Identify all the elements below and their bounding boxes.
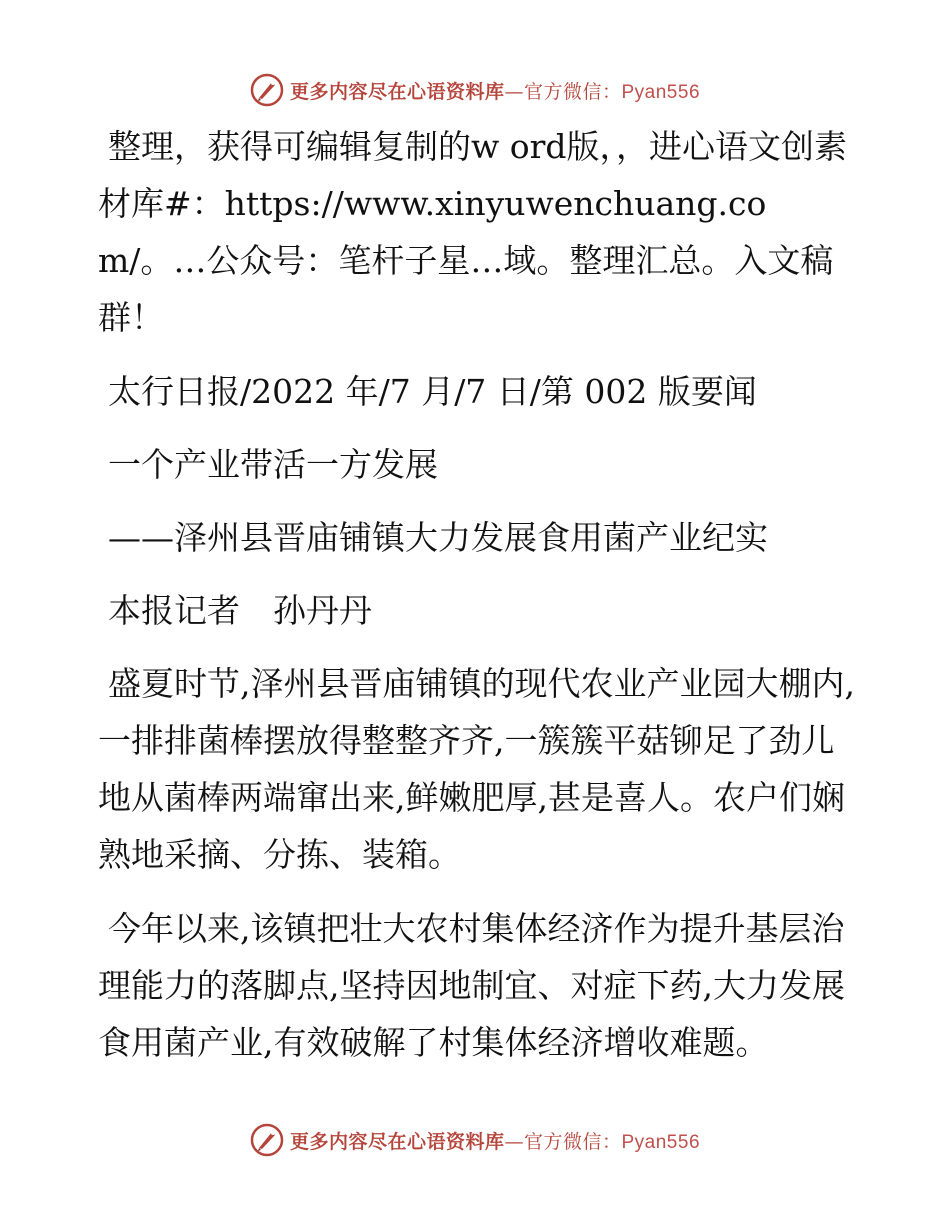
source-line: 太行日报/2022 年/7 月/7 日/第 002 版要闻 <box>108 372 757 411</box>
article-title: 一个产业带活一方发展 <box>108 445 438 484</box>
banner-dash: — <box>504 80 524 103</box>
quill-logo-icon <box>250 73 284 107</box>
body-paragraph-1: 盛夏时节,泽州县晋庙铺镇的现代农业产业园大棚内,一排排菌棒摆放得整整齐齐,一簇簇平菇铆足了劲儿地从菌棒两端窜出来,鲜嫩肥厚,甚是喜人。农户们娴熟地采摘、分拣、装箱。 <box>98 664 855 874</box>
article-subtitle: ——泽州县晋庙铺镇大力发展食用菌产业纪实 <box>108 518 768 557</box>
article-body <box>98 118 858 1088</box>
header-banner <box>0 70 950 110</box>
banner-site-text: 更多内容尽在心语资料库 <box>289 1130 505 1153</box>
banner-wechat-label: 官方微信： <box>523 80 622 103</box>
quill-logo-icon <box>250 1123 284 1157</box>
banner-wechat-label: 官方微信： <box>523 1130 622 1153</box>
banner-site-text: 更多内容尽在心语资料库 <box>289 80 505 103</box>
body-paragraph-2: 今年以来,该镇把壮大农村集体经济作为提升基层治理能力的落脚点,坚持因地制宜、对症下药,大力发展食用菌产业,有效破解了村集体经济增收难题。 <box>98 909 845 1062</box>
author-line: 本报记者 孙丹丹 <box>108 591 372 630</box>
header-banner-text <box>290 77 700 104</box>
banner-wechat-id: Pyan556 <box>621 81 701 103</box>
intro-paragraph: 整理，获得可编辑复制的w ord版，，进心语文创素材库#：https://www.xinyuwenchuang.com/。…公众号：笔杆子星…域。整理汇总。入文稿群！ <box>98 127 848 337</box>
banner-dash: — <box>504 1130 524 1153</box>
banner-wechat-id: Pyan556 <box>621 1131 701 1153</box>
footer-banner-text <box>290 1127 700 1154</box>
footer-banner <box>0 1120 950 1160</box>
